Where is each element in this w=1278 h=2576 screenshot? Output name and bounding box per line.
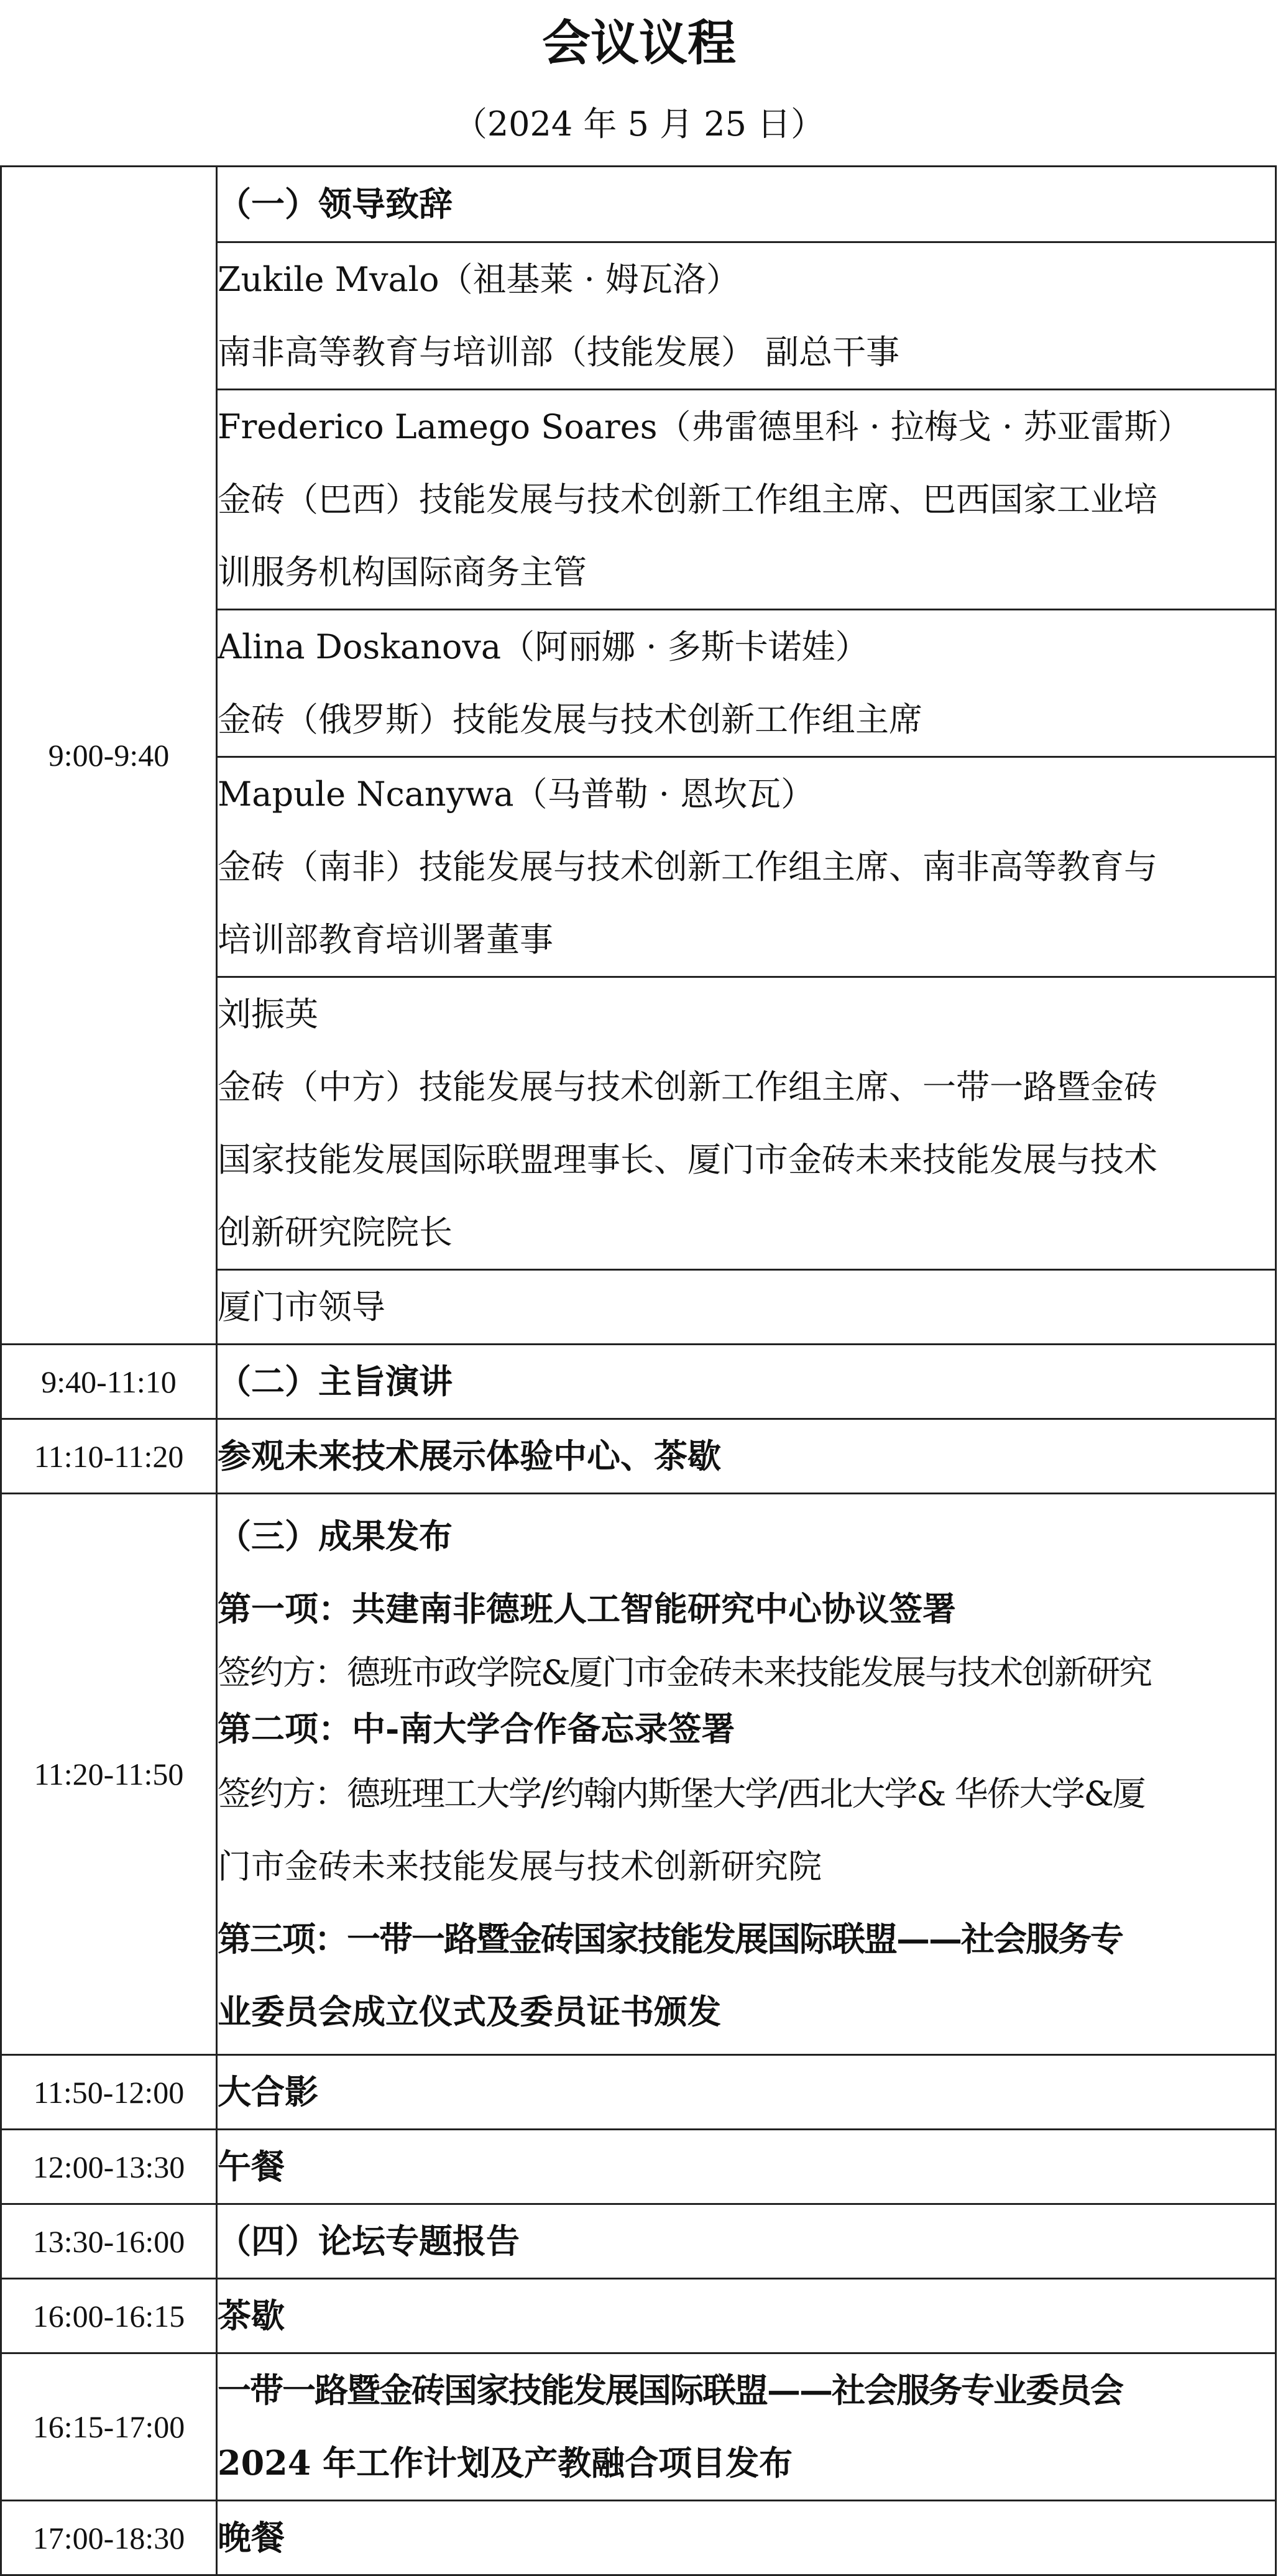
result-item-2-signatories: 门市金砖未来技能发展与技术创新研究院 [218,1847,822,1886]
session-text: 一带一路暨金砖国家技能发展国际联盟——社会服务专业委员会 [218,2370,1123,2410]
session-cell [217,2130,1276,2204]
agenda-row-forum [1,2204,1276,2279]
time-cell: 11:20-11:50 [1,1494,217,2055]
agenda-row-visit [1,1419,1276,1494]
page-title: 会议议程 [541,15,736,71]
speaker-cell [217,390,1276,610]
session-cell [217,1419,1276,1494]
session-cell [217,2204,1276,2279]
speaker-title: 训服务机构国际商务主管 [218,553,587,592]
session-text: 茶歇 [218,2296,285,2335]
result-item-3: 业委员会成立仪式及委员证书颁发 [218,1992,721,2031]
speaker-cell [217,242,1276,390]
time-cell: 13:30-16:00 [1,2204,217,2279]
agenda-row-keynote [1,1345,1276,1419]
agenda-row-photo [1,2055,1276,2130]
speaker-name: Frederico Lamego Soares（弗雷德里科 · 拉梅戈 · 苏亚雷斯） [218,407,1192,446]
speaker-cell [217,610,1276,757]
agenda-row-plan [1,2353,1276,2501]
time-cell: 11:50-12:00 [1,2055,217,2130]
result-item-1-signatories: 签约方：德班市政学院&厦门市金砖未来技能发展与技术创新研究 [218,1653,1152,1692]
agenda-row-lunch [1,2130,1276,2204]
session-text: 大合影 [218,2072,318,2112]
speaker-name: Alina Doskanova（阿丽娜 · 多斯卡诺娃） [218,627,869,666]
time-cell: 9:40-11:10 [1,1345,217,1419]
session-heading: （一）领导致辞 [218,184,453,224]
speaker-title: 金砖（俄罗斯）技能发展与技术创新工作组主席 [218,700,922,739]
time-cell: 11:10-11:20 [1,1419,217,1494]
agenda-row-opening [1,167,1276,242]
time-cell: 17:00-18:30 [1,2501,217,2575]
agenda-row-tea [1,2279,1276,2353]
agenda-table [0,165,1277,2576]
session-heading: （三）成果发布 [218,1516,453,1556]
session-text: 参观未来技术展示体验中心、茶歇 [218,1436,721,1476]
speaker-title: 南非高等教育与培训部（技能发展） 副总干事 [218,333,900,372]
result-item-2-signatories: 签约方：德班理工大学/约翰内斯堡大学/西北大学& 华侨大学&厦 [218,1774,1145,1813]
session-heading: （二）主旨演讲 [218,1361,453,1401]
speaker-title: 金砖（巴西）技能发展与技术创新工作组主席、巴西国家工业培 [218,480,1157,519]
speaker-title: 国家技能发展国际联盟理事长、厦门市金砖未来技能发展与技术 [218,1140,1157,1179]
time-cell: 16:00-16:15 [1,2279,217,2353]
time-cell: 12:00-13:30 [1,2130,217,2204]
session-cell [217,2353,1276,2501]
speaker-title: 培训部教育培训署董事 [218,920,553,959]
session-text: 午餐 [218,2146,285,2186]
speaker-cell [217,757,1276,977]
speaker-name: Mapule Ncanywa（马普勒 · 恩坎瓦） [218,775,815,814]
speaker-name: 厦门市领导 [218,1287,385,1327]
session-cell [217,1494,1276,2055]
session-cell [217,2279,1276,2353]
speaker-name: Zukile Mvalo（祖基莱 · 姆瓦洛） [218,260,740,299]
speaker-title: 金砖（中方）技能发展与技术创新工作组主席、一带一路暨金砖 [218,1067,1157,1106]
session-heading: （四）论坛专题报告 [218,2221,520,2261]
session-cell [217,2055,1276,2130]
speaker-title: 创新研究院院长 [218,1213,453,1252]
agenda-row-dinner [1,2501,1276,2575]
meeting-date: （2024 年 5 月 25 日） [453,104,825,144]
result-item-2: 第二项：中-南大学合作备忘录签署 [218,1709,735,1749]
session-text: 晚餐 [218,2518,285,2557]
session-heading-cell [217,167,1276,242]
result-item-1: 第一项：共建南非德班人工智能研究中心协议签署 [218,1589,956,1629]
speaker-cell [217,1270,1276,1345]
agenda-row-results [1,1494,1276,2055]
speaker-cell [217,977,1276,1270]
result-item-3: 第三项：一带一路暨金砖国家技能发展国际联盟——社会服务专 [218,1919,1123,1959]
session-cell [217,2501,1276,2575]
speaker-title: 金砖（南非）技能发展与技术创新工作组主席、南非高等教育与 [218,847,1157,886]
session-text: 2024 年工作计划及产教融合项目发布 [218,2443,793,2483]
speaker-name: 刘振英 [218,995,318,1034]
time-cell: 9:00-9:40 [1,167,217,1345]
time-cell: 16:15-17:00 [1,2353,217,2501]
session-cell [217,1345,1276,1419]
